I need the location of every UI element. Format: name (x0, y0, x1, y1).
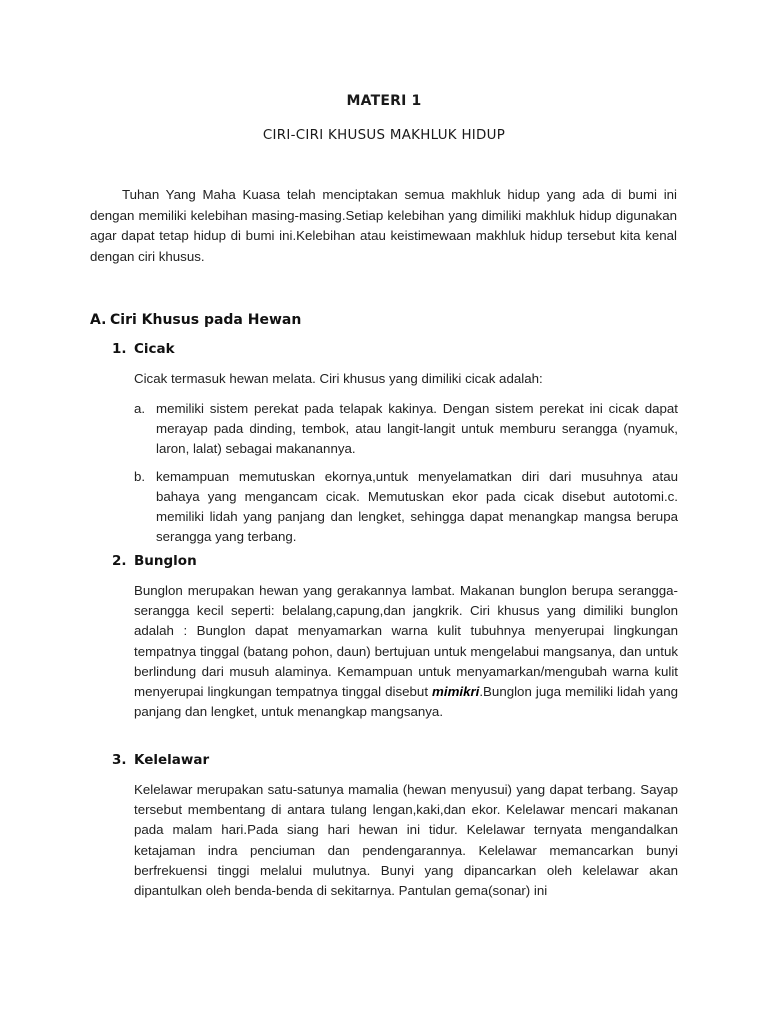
bunglon-paragraph (134, 581, 678, 722)
bunglon-number: 2. (112, 553, 127, 569)
list-item (134, 467, 678, 548)
kelelawar-number: 3. (112, 752, 127, 768)
document-title: MATERI 1 (346, 93, 422, 109)
document-subtitle: CIRI-CIRI KHUSUS MAKHLUK HIDUP (262, 128, 506, 143)
cicak-title: Cicak (134, 341, 175, 357)
bunglon-text-before: Bunglon merupakan hewan yang gerakannya lambat. Makanan bunglon berupa serangga-serangga kecil seperti: belalang,capung,dan jangkrik. Ciri khusus yang dimiliki bunglon adalah : Bunglon dapat menyamarkan warna kulit tubuhnya menyerupai lingkungan tempatnya tinggal (batang pohon, daun) bertujuan untuk mengelabui mangsanya, dan untuk berlindung dari musuh alaminya. Kemampuan untuk menyamarkan/mengubah warna kulit menyerupai lingkungan tempatnya tinggal disebut (134, 583, 678, 700)
kelelawar-heading (112, 752, 209, 768)
bunglon-title: Bunglon (134, 553, 197, 569)
bunglon-heading (112, 553, 197, 569)
kelelawar-title: Kelelawar (134, 752, 210, 768)
list-item-text: memiliki sistem perekat pada telapak kakinya. Dengan sistem perekat ini cicak dapat merayap pada dinding, tembok, atau langit-langit untuk memburu serangga (nyamuk, laron, lalat) sebagai makanannya. (156, 401, 678, 457)
section-a-title: Ciri Khusus pada Hewan (110, 312, 302, 328)
cicak-list (134, 399, 678, 554)
cicak-number: 1. (112, 341, 127, 357)
kelelawar-paragraph: Kelelawar merupakan satu-satunya mamalia (hewan menyusui) yang dapat terbang. Sayap tersebut membentang di antara tulang lengan,kaki,dan ekor. Kelelawar mencari makanan pada malam hari.Pada siang hari hewan ini tidur. Kelelawar ternyata mengandalkan ketajaman indra penciuman dan pendengarannya. Kelelawar memancarkan bunyi berfrekuensi tinggi melalui mulutnya. Bunyi yang dipancarkan oleh kelelawar akan dipantulkan oleh benda-benda di sekitarnya. Pantulan gema(sonar) ini (134, 782, 678, 899)
bunglon-text-after: .Bunglon juga memiliki lidah yang panjang dan lengket, untuk menangkap mangsanya. (134, 684, 679, 720)
list-item (134, 399, 678, 460)
list-item-letter: a. (134, 401, 146, 416)
list-item-letter: b. (134, 468, 146, 484)
section-a-marker: A. (90, 312, 107, 328)
cicak-heading (112, 341, 175, 357)
intro-paragraph: Tuhan Yang Maha Kuasa telah menciptakan semua makhluk hidup yang ada di bumi ini dengan memiliki kelebihan masing-masing.Setiap kelebihan yang dimiliki makhluk hidup digunakan agar dapat tetap hidup di bumi ini.Kelebihan atau keistimewaan makhluk hidup tersebut kita kenal dengan ciri khusus. (90, 187, 677, 264)
mimikri-term: mimikri (432, 684, 480, 700)
section-a-heading (90, 312, 301, 328)
cicak-intro: Cicak termasuk hewan melata. Ciri khusus yang dimiliki cicak adalah: (134, 371, 543, 386)
list-item-text: kemampuan memutuskan ekornya,untuk menyelamatkan diri dari musuhnya atau bahaya yang mengancam cicak. Memutuskan ekor pada cicak disebut autotomi.c. memiliki lidah yang panjang dan lengket, sehingga dapat menangkap mangsa berupa serangga yang terbang. (156, 468, 678, 545)
